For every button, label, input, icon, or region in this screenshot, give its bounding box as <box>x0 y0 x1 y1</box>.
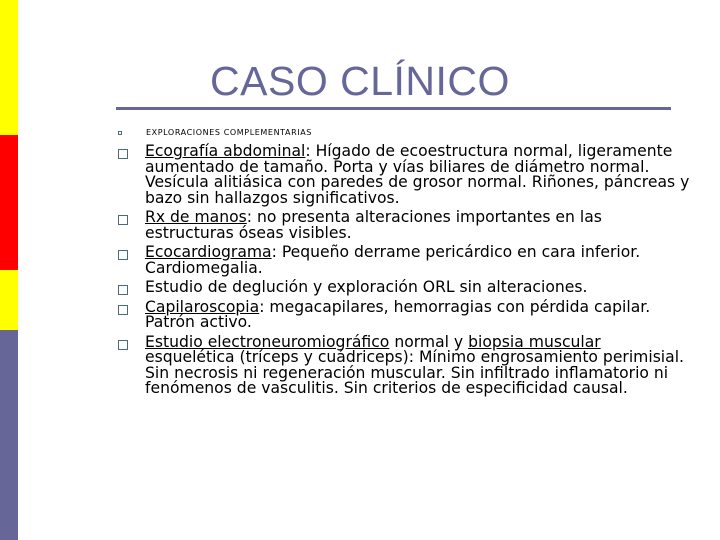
square-bullet-icon <box>118 215 128 225</box>
item-text <box>145 245 690 276</box>
item-text: Estudio de deglución y exploración ORL sin alteraciones. <box>145 278 588 296</box>
item-text <box>145 210 690 241</box>
square-bullet-icon <box>118 305 128 315</box>
item-body: normal y <box>389 332 469 351</box>
slide-title: CASO CLÍNICO <box>210 58 510 104</box>
item-link-biopsia[interactable]: biopsia muscular <box>468 332 601 351</box>
item-link-ecografia[interactable]: Ecografía abdominal <box>145 142 306 160</box>
list-item <box>118 297 690 331</box>
item-body: : Pequeño derrame pericárdico en cara inferior. Cardiomegalia. <box>145 243 641 277</box>
square-bullet-icon <box>118 285 128 295</box>
item-link-ecocardiograma[interactable]: Ecocardiograma <box>145 243 272 261</box>
square-bullet-icon <box>118 149 128 159</box>
item-text <box>145 332 690 397</box>
list-item <box>118 144 690 206</box>
accent-stripe-yellow-middle <box>0 270 18 330</box>
item-body: : Hígado de ecoestructura normal, ligeramente aumentado de tamaño. Porta y vías biliares de diámetro normal. Vesícula alitiásica con paredes de grosor normal. Riñones, páncreas y bazo sin hallazgos significativos. <box>145 142 690 207</box>
item-text <box>145 144 690 206</box>
accent-stripe-purple <box>0 330 18 540</box>
item-body: esquelética (tríceps y cuádriceps): Mínimo engrosamiento perimisial. Sin necrosis ni regeneración muscular. Sin infiltrado inflamatorio ni fenómenos de vasculitis. Sin criterios de especificidad causal. <box>145 348 684 397</box>
item-link-rx-manos[interactable]: Rx de manos <box>145 208 247 226</box>
item-link-electroneuromiografico[interactable]: Estudio electroneuromiográfico <box>145 332 390 351</box>
square-bullet-icon <box>118 250 128 260</box>
square-bullet-icon <box>118 131 122 135</box>
section-heading: EXPLORACIONES COMPLEMENTARIAS <box>146 128 312 137</box>
item-link-capilaroscopia[interactable]: Capilaroscopia <box>145 297 260 316</box>
list-item <box>118 332 690 397</box>
item-body: : megacapilares, hemorragias con pérdida capilar. Patrón activo. <box>145 297 651 331</box>
list-item-heading <box>118 126 690 140</box>
item-text <box>145 297 690 331</box>
list-item <box>118 280 690 296</box>
title-underline-rule <box>116 107 671 110</box>
list-item <box>118 210 690 241</box>
content-list <box>118 126 690 397</box>
square-bullet-icon <box>118 340 128 350</box>
item-body: : no presenta alteraciones importantes en las estructuras óseas visibles. <box>145 208 602 242</box>
list-item <box>118 245 690 276</box>
accent-stripe-red <box>0 135 18 270</box>
